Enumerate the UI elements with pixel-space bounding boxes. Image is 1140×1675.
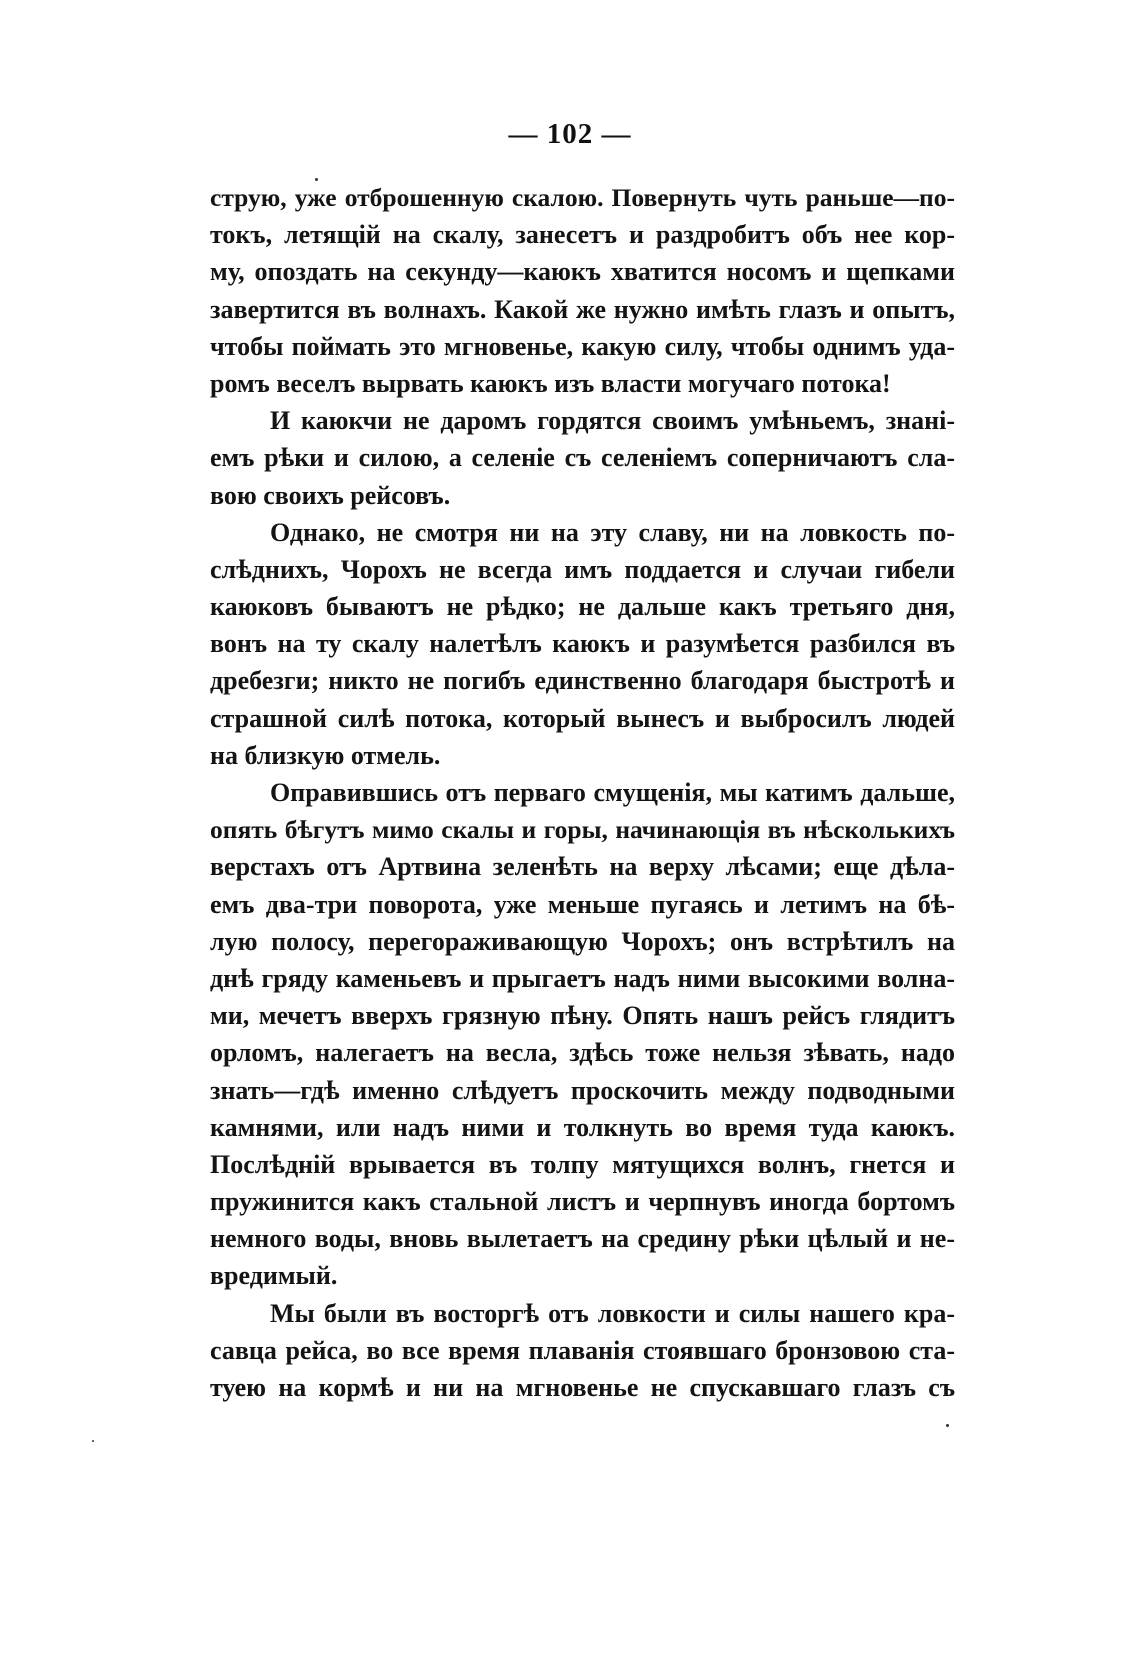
text-line: знать—гдѣ именно слѣдуетъ проскочить между подводными — [210, 1075, 955, 1105]
text-line: слѣднихъ, Чорохъ не всегда имъ поддается и случаи гибели — [210, 554, 955, 584]
body-text — [210, 179, 955, 1406]
text-line: емъ рѣки и силою, а селеніе съ селеніемъ соперничаютъ сла- — [210, 443, 955, 473]
text-line: савца рейса, во все время плаванія стоявшаго бронзовою ста- — [210, 1335, 955, 1365]
paragraph — [210, 402, 955, 514]
text-line: туею на кормѣ и ни на мгновенье не спускавшаго глазъ съ — [210, 1373, 955, 1402]
text-line: верстахъ отъ Артвина зеленѣть на верху лѣсами; еще дѣла- — [210, 852, 955, 882]
text-line: Оправившись отъ перваго смущенія, мы катимъ дальше, — [270, 778, 955, 807]
text-line: емъ два-три поворота, уже меньше пугаясь и летимъ на бѣ- — [210, 889, 955, 919]
text-line: Однако, не смотря ни на эту славу, ни на ловкость по- — [270, 517, 955, 547]
text-line: Мы были въ восторгѣ отъ ловкости и силы нашего кра- — [270, 1298, 955, 1328]
text-line: Послѣдній врывается въ толпу мятущихся волнъ, гнется и — [210, 1149, 955, 1179]
text-line: му, опоздать на секунду—каюкъ хватится носомъ и щепками — [210, 257, 955, 287]
text-line: чтобы поймать это мгновенье, какую силу, чтобы однимъ уда- — [210, 331, 955, 361]
paragraph — [210, 179, 955, 402]
text-line: вредимый. — [210, 1261, 338, 1291]
scan-speck — [946, 1424, 949, 1427]
scan-speck — [92, 1440, 94, 1442]
text-line: ромъ веселъ вырвать каюкъ изъ власти могучаго потока! — [210, 368, 891, 398]
text-line: вою своихъ рейсовъ. — [210, 480, 451, 510]
text-line: завертится въ волнахъ. Какой же нужно имѣть глазъ и опытъ, — [210, 294, 955, 324]
paragraph — [210, 774, 955, 1295]
text-line: опять бѣгутъ мимо скалы и горы, начинающія въ нѣсколькихъ — [210, 815, 955, 845]
text-line: на близкую отмель. — [210, 740, 441, 770]
text-line: И каюкчи не даромъ гордятся своимъ умѣньемъ, знані- — [270, 406, 955, 436]
text-line: токъ, летящій на скалу, занесетъ и раздробитъ объ нее кор- — [210, 220, 955, 250]
scan-speck — [315, 178, 318, 181]
text-line: ми, мечетъ вверхъ грязную пѣну. Опять нашъ рейсъ глядитъ — [210, 1001, 955, 1031]
text-line: камнями, или надъ ними и толкнуть во время туда каюкъ. — [210, 1112, 955, 1142]
text-line: лую полосу, перегораживающую Чорохъ; онъ встрѣтилъ на — [210, 926, 955, 956]
text-line: пружинится какъ стальной листъ и черпнувъ иногда бортомъ — [210, 1187, 955, 1217]
text-line: дребезги; никто не погибъ единственно благодаря быстротѣ и — [210, 666, 955, 696]
text-line: немного воды, вновь вылетаетъ на средину рѣки цѣлый и не- — [210, 1224, 955, 1254]
text-line: днѣ гряду каменьевъ и прыгаетъ надъ ними высокими волна- — [210, 963, 955, 993]
text-line: вонъ на ту скалу налетѣлъ каюкъ и разумѣется разбился въ — [210, 629, 955, 659]
text-line: орломъ, налегаетъ на весла, здѣсь тоже нельзя зѣвать, надо — [210, 1038, 955, 1068]
text-line: струю, уже отброшенную скалою. Повернуть чуть раньше—по- — [210, 183, 955, 212]
text-line: каюковъ бываютъ не рѣдко; не дальше какъ третьяго дня, — [210, 592, 955, 622]
paragraph — [210, 514, 955, 774]
page-number: — 102 — — [508, 118, 632, 150]
paragraph — [210, 1295, 955, 1407]
text-line: страшной силѣ потока, который вынесъ и выбросилъ людей — [210, 703, 955, 733]
